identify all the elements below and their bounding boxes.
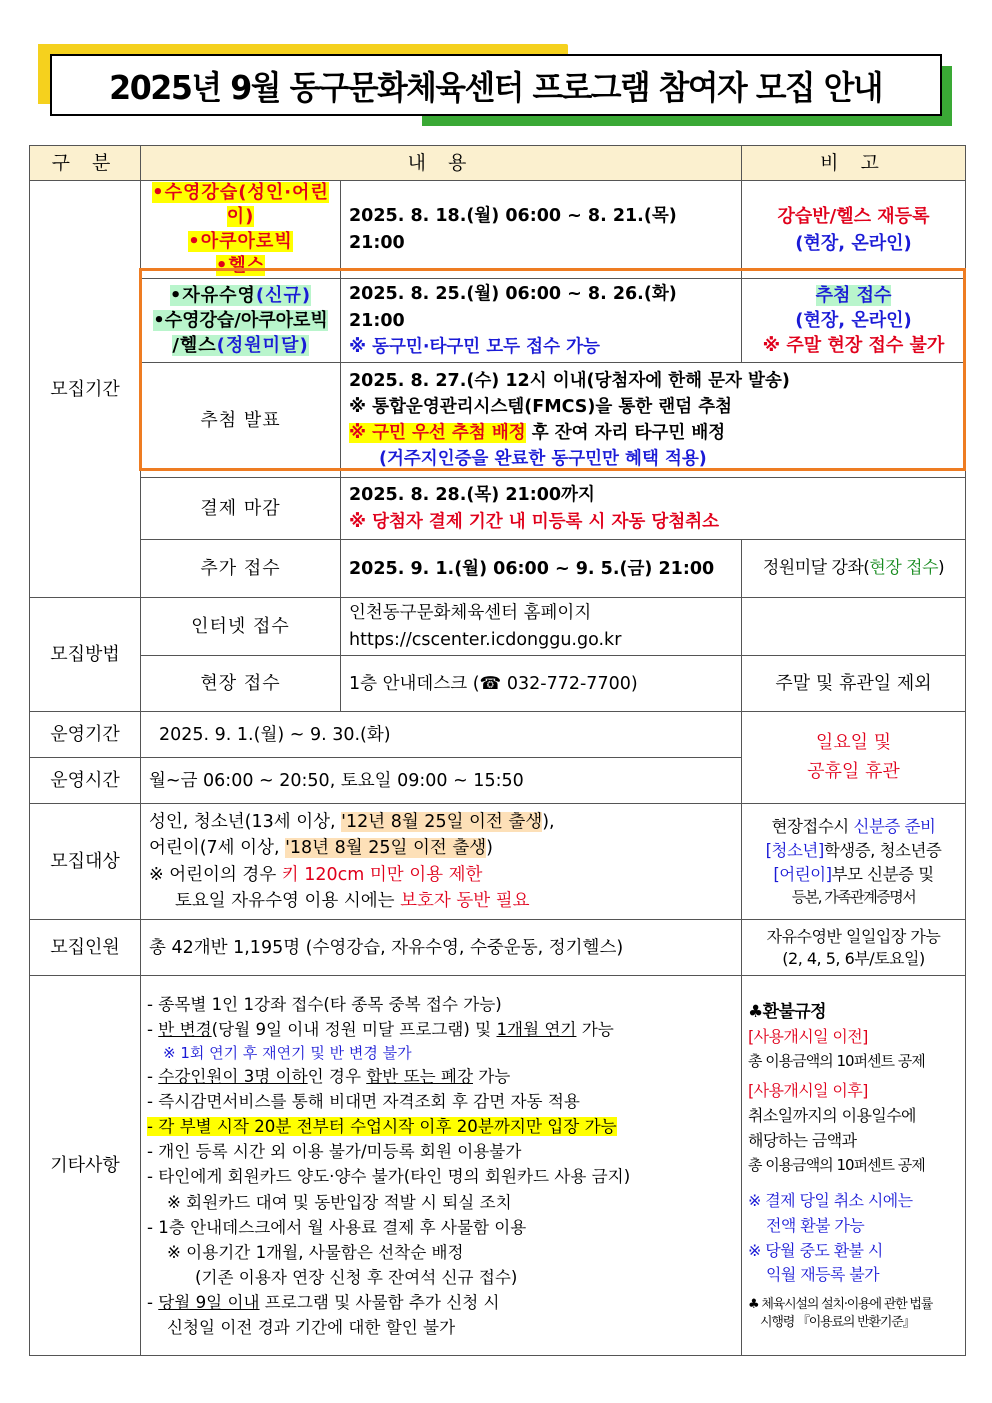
sub-category: 추첨 발표 bbox=[141, 363, 341, 478]
note-text: ) bbox=[938, 557, 945, 578]
content-text: - bbox=[147, 1292, 159, 1312]
page-title: 2025년 9월 동구문화체육센터 프로그램 참여자 모집 안내 bbox=[109, 67, 883, 107]
content-text: ), bbox=[542, 812, 555, 833]
note-text: 현장 접수 bbox=[869, 557, 939, 578]
refund-line: 해당하는 금액과 bbox=[748, 1130, 857, 1150]
content-text: (당월 9일 이내 정원 미달 프로그램) 및 bbox=[211, 1019, 497, 1039]
list-item bbox=[147, 1017, 737, 1042]
note-line: 추첨 접수 bbox=[815, 284, 892, 306]
content-text: 인 경우 bbox=[307, 1067, 367, 1087]
table-row bbox=[30, 478, 966, 540]
content-line: ※ 통합운영관리시스템(FMCS)을 통한 랜덤 추첨 bbox=[349, 396, 732, 417]
content-line: 2025. 8. 25.(월) 06:00 ~ 8. 26.(화) 21:00 bbox=[349, 284, 677, 331]
law-reference: 시행령 『이용료의 반환기준』 bbox=[760, 1315, 915, 1331]
note-text: [어린이] bbox=[773, 864, 832, 884]
content-text: - bbox=[147, 1019, 159, 1039]
highlight-text: - 각 부별 시작 20분 전부터 수업시작 이후 20분까지만 입장 가능 bbox=[147, 1117, 617, 1137]
note-line: (현장, 온라인) bbox=[795, 232, 912, 254]
note-cell bbox=[742, 279, 966, 363]
sub-category: 현장 접수 bbox=[141, 656, 341, 712]
content-text: 어린이(7세 이상, bbox=[149, 838, 286, 859]
note-text: 학생증, 청소년증 bbox=[823, 840, 942, 860]
note-line: 일요일 및 bbox=[815, 731, 892, 753]
refund-line: 총 이용금액의 10퍼센트 공제 bbox=[748, 1155, 925, 1174]
sub-line: •수영강습(성인·어린이) bbox=[152, 182, 329, 228]
content-cell: 2025. 9. 1.(월) ~ 9. 30.(화) bbox=[141, 712, 742, 758]
note-cell bbox=[742, 598, 966, 656]
law-reference: ♣ 체육시설의 설치·이용에 관한 법률 bbox=[748, 1297, 933, 1313]
title-banner bbox=[38, 44, 952, 126]
table-row bbox=[30, 804, 966, 920]
note-cell: 주말 및 휴관일 제외 bbox=[742, 656, 966, 712]
note-text: 현장접수시 bbox=[771, 816, 854, 836]
list-item: ※ 이용기간 1개월, 사물함은 선착순 배정 bbox=[167, 1242, 464, 1262]
header-category: 구 분 bbox=[30, 146, 141, 181]
content-line: ※ 당첨자 결제 기간 내 미등록 시 자동 당첨취소 bbox=[349, 511, 720, 532]
category-etc: 기타사항 bbox=[30, 976, 141, 1356]
content-line: 2025. 8. 27.(수) 12시 이내(당첨자에 한해 문자 발송) bbox=[349, 370, 790, 391]
list-item bbox=[147, 1114, 737, 1139]
note-line: 등본, 가족관계증명서 bbox=[791, 887, 916, 906]
sub-category bbox=[141, 279, 341, 363]
content-cell: 1층 안내데스크 (☎ 032-772-7700) bbox=[341, 656, 742, 712]
content-text: 1개월 연기 bbox=[496, 1019, 577, 1039]
table-row bbox=[30, 540, 966, 598]
sub-line: •아쿠아로빅 bbox=[188, 230, 293, 252]
table-row bbox=[30, 920, 966, 976]
table-header bbox=[30, 146, 966, 181]
table-row bbox=[30, 598, 966, 656]
refund-line: 취소일까지의 이용일수에 bbox=[748, 1106, 916, 1126]
content-cell bbox=[341, 279, 742, 363]
content-text: 토요일 자유수영 이용 시에는 bbox=[175, 890, 401, 911]
content-text: 성인, 청소년(13세 이상, bbox=[149, 812, 342, 833]
content-text: 가능 bbox=[472, 1067, 511, 1087]
content-line: 2025. 8. 28.(목) 21:00까지 bbox=[349, 485, 595, 506]
sub-line bbox=[170, 285, 311, 306]
category-recruit-period: 모집기간 bbox=[30, 181, 141, 598]
content-cell bbox=[141, 804, 742, 920]
title-box bbox=[50, 54, 942, 116]
list-item: ※ 1회 연기 후 재연기 및 반 변경 불가 bbox=[163, 1043, 412, 1062]
content-cell bbox=[141, 976, 742, 1356]
note-text: 부모 신분증 및 bbox=[831, 864, 934, 884]
refund-line: [사용개시일 이전] bbox=[748, 1027, 868, 1047]
note-line: (2, 4, 5, 6부/토요일) bbox=[782, 948, 925, 968]
category-capacity: 모집인원 bbox=[30, 920, 141, 976]
content-line: 인천동구문화체육센터 홈페이지 bbox=[349, 603, 592, 624]
content-text: 프로그램 및 사물함 추가 신청 시 bbox=[259, 1292, 500, 1312]
category-recruit-method: 모집방법 bbox=[30, 598, 141, 712]
refund-cell bbox=[742, 976, 966, 1356]
sub-text: •자유수영 bbox=[169, 284, 256, 306]
note-line bbox=[750, 839, 957, 863]
note-cell bbox=[742, 920, 966, 976]
content-cell bbox=[341, 181, 742, 279]
refund-line: [사용개시일 이후] bbox=[748, 1081, 868, 1101]
content-line bbox=[149, 809, 733, 835]
content-line bbox=[149, 862, 733, 888]
content-cell: 총 42개반 1,195명 (수영강습, 자유수영, 수중운동, 정기헬스) bbox=[141, 920, 742, 976]
sub-line: •헬스 bbox=[215, 254, 266, 276]
list-item: - 타인에게 회원카드 양도·양수 불가(타인 명의 회원카드 사용 금지) bbox=[147, 1167, 631, 1187]
content-text: ) bbox=[486, 838, 493, 859]
sub-category: 인터넷 접수 bbox=[141, 598, 341, 656]
refund-line: 총 이용금액의 10퍼센트 공제 bbox=[748, 1052, 925, 1071]
note-line: (현장, 온라인) bbox=[795, 310, 912, 332]
note-line: ※ 주말 현장 접수 불가 bbox=[762, 335, 945, 357]
header-note: 비 고 bbox=[742, 146, 966, 181]
content-line bbox=[149, 835, 733, 861]
content-cell: 2025. 9. 1.(월) 06:00 ~ 9. 5.(금) 21:00 bbox=[341, 540, 742, 598]
sub-category: 추가 접수 bbox=[141, 540, 341, 598]
sub-line bbox=[172, 335, 308, 356]
table-row bbox=[30, 279, 966, 363]
note-cell bbox=[742, 181, 966, 279]
table-row bbox=[30, 712, 966, 758]
refund-line: 전액 환불 가능 bbox=[766, 1215, 865, 1235]
content-cell bbox=[341, 478, 966, 540]
list-item: - 즉시감면서비스를 통해 비대면 자격조회 후 감면 자동 적용 bbox=[147, 1092, 580, 1112]
list-item bbox=[147, 1064, 737, 1089]
content-line: (거주지인증을 완료한 동구민만 혜택 적용) bbox=[379, 449, 707, 470]
category-operation-period: 운영기간 bbox=[30, 712, 141, 758]
content-cell: 월~금 06:00 ~ 20:50, 토요일 09:00 ~ 15:50 bbox=[141, 758, 742, 804]
content-line: 2025. 8. 18.(월) 06:00 ~ 8. 21.(목) 21:00 bbox=[349, 206, 677, 253]
note-cell bbox=[742, 804, 966, 920]
refund-line: ※ 결제 당일 취소 시에는 bbox=[748, 1190, 913, 1210]
content-text: 당월 9일 이내 bbox=[158, 1292, 260, 1312]
content-text: 키 120cm 미만 이용 제한 bbox=[281, 864, 483, 885]
category-operation-time: 운영시간 bbox=[30, 758, 141, 804]
note-line bbox=[750, 863, 957, 887]
note-text: 신분증 준비 bbox=[853, 816, 936, 836]
list-item: 신청일 이전 경과 기간에 대한 할인 불가 bbox=[167, 1317, 456, 1337]
list-item: - 1층 안내데스크에서 월 사용료 결제 후 사물함 이용 bbox=[147, 1217, 527, 1237]
note-text: 정원미달 강좌( bbox=[762, 557, 870, 578]
list-item: - 개인 등록 시간 외 이용 불가/미등록 회원 이용불가 bbox=[147, 1142, 522, 1162]
refund-line: 익월 재등록 불가 bbox=[766, 1265, 879, 1285]
content-text: 후 잔여 자리 타구민 배정 bbox=[525, 423, 726, 444]
sub-text: (정원미달) bbox=[216, 335, 309, 357]
content-text: 반 변경 bbox=[158, 1019, 212, 1039]
content-text: 보호자 동반 필요 bbox=[400, 890, 530, 911]
content-text: 가능 bbox=[576, 1019, 614, 1039]
note-cell bbox=[742, 712, 966, 804]
info-table bbox=[29, 145, 966, 1356]
sub-category bbox=[141, 181, 341, 279]
content-line bbox=[349, 420, 957, 446]
note-line: 공휴일 휴관 bbox=[807, 760, 900, 782]
refund-title: ♣환불규정 bbox=[748, 1001, 826, 1022]
content-line bbox=[149, 888, 733, 914]
highlight-text: '12년 8월 25일 이전 출생 bbox=[341, 812, 543, 833]
header-content: 내 용 bbox=[141, 146, 742, 181]
sub-text: (신규) bbox=[255, 284, 312, 306]
sub-text: /헬스 bbox=[172, 335, 217, 357]
refund-line: ※ 당월 중도 환불 시 bbox=[748, 1240, 883, 1260]
note-line bbox=[750, 815, 957, 839]
category-target: 모집대상 bbox=[30, 804, 141, 920]
list-item: - 종목별 1인 1강좌 접수(타 종목 중복 접수 가능) bbox=[147, 994, 502, 1014]
list-item bbox=[147, 1290, 737, 1315]
highlight-text: ※ 구민 우선 추첨 배정 bbox=[349, 423, 526, 444]
list-item: ※ 회원카드 대여 및 동반입장 적발 시 퇴실 조치 bbox=[167, 1192, 512, 1212]
note-line: 자유수영반 일일입장 가능 bbox=[766, 927, 941, 947]
content-cell bbox=[341, 363, 966, 478]
content-text: - bbox=[147, 1067, 159, 1087]
highlight-text: '18년 8월 25일 이전 출생 bbox=[285, 838, 487, 859]
note-line: 강습반/헬스 재등록 bbox=[777, 205, 930, 227]
content-text: ※ 어린이의 경우 bbox=[149, 864, 282, 885]
table-row bbox=[30, 976, 966, 1356]
note-text: [청소년] bbox=[765, 840, 824, 860]
content-line: ※ 동구민·타구민 모두 접수 가능 bbox=[349, 336, 600, 357]
table-row bbox=[30, 363, 966, 478]
list-item: (기존 이용자 연장 신청 후 잔여석 신규 접수) bbox=[195, 1267, 518, 1287]
sub-line: •수영강습/아쿠아로빅 bbox=[153, 310, 328, 332]
content-text: 수강인원이 3명 이하 bbox=[158, 1067, 308, 1087]
content-cell bbox=[341, 598, 742, 656]
sub-category: 결제 마감 bbox=[141, 478, 341, 540]
homepage-url: https://cscenter.icdonggu.go.kr bbox=[349, 629, 622, 650]
table-row bbox=[30, 656, 966, 712]
table-row bbox=[30, 181, 966, 279]
content-text: 합반 또는 폐강 bbox=[366, 1067, 473, 1087]
note-cell bbox=[742, 540, 966, 598]
